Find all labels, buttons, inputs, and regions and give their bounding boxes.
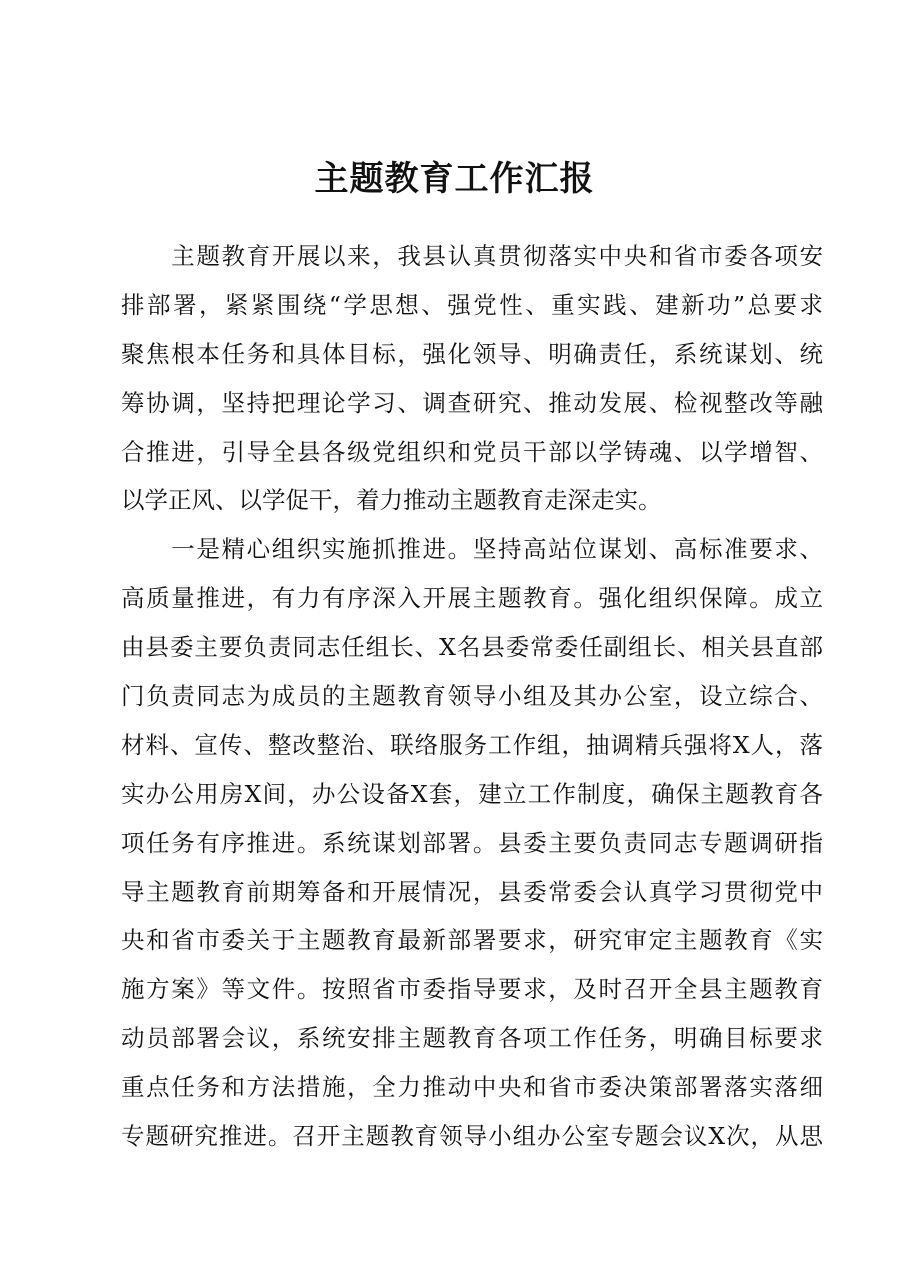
body-text-line: 项任务有序推进。系统谋划部署。县委主要负责同志专题调研指: [121, 828, 823, 857]
body-text-line: 排部署，紧紧围绕“学思想、强党性、重实践、建新功”总要求: [121, 290, 823, 319]
body-text-line: 高质量推进，有力有序深入开展主题教育。强化组织保障。成立: [121, 584, 823, 613]
body-text-line: 主题教育开展以来，我县认真贯彻落实中央和省市委各项安: [121, 242, 823, 270]
body-text-line: 专题研究推进。召开主题教育领导小组办公室专题会议X次，从思: [121, 1122, 823, 1151]
body-text-line: 筹协调，坚持把理论学习、调查研究、推动发展、检视整改等融: [121, 388, 823, 417]
body-text-line: 动员部署会议，系统安排主题教育各项工作任务，明确目标要求: [121, 1024, 823, 1053]
body-text-line: 重点任务和方法措施，全力推动中央和省市委决策部署落实落细: [121, 1073, 823, 1102]
body-text-line: 以学正风、以学促干，着力推动主题教育走深走实。: [121, 486, 662, 515]
body-text-line: 实办公用房X间，办公设备X套，建立工作制度，确保主题教育各: [121, 779, 823, 808]
body-text-line: 一是精心组织实施抓推进。坚持高站位谋划、高标准要求、: [121, 535, 823, 564]
document-title: 主题教育工作汇报: [314, 159, 595, 199]
body-text-line: 由县委主要负责同志任组长、X名县委常委任副组长、相关县直部: [121, 633, 823, 662]
body-text-line: 材料、宣传、整改整治、联络服务工作组，抽调精兵强将X人，落: [121, 730, 823, 759]
body-text-line: 央和省市委关于主题教育最新部署要求，研究审定主题教育《实: [121, 926, 823, 955]
body-text-line: 施方案》等文件。按照省市委指导要求，及时召开全县主题教育: [121, 975, 823, 1004]
body-text-line: 导主题教育前期筹备和开展情况，县委常委会认真学习贯彻党中: [121, 877, 823, 906]
body-text-line: 门负责同志为成员的主题教育领导小组及其办公室，设立综合、: [121, 682, 823, 711]
body-text-line: 合推进，引导全县各级党组织和党员干部以学铸魂、以学增智、: [121, 437, 823, 466]
body-text-line: 聚焦根本任务和具体目标，强化领导、明确责任，系统谋划、统: [121, 339, 823, 368]
document-body: [121, 232, 823, 1161]
